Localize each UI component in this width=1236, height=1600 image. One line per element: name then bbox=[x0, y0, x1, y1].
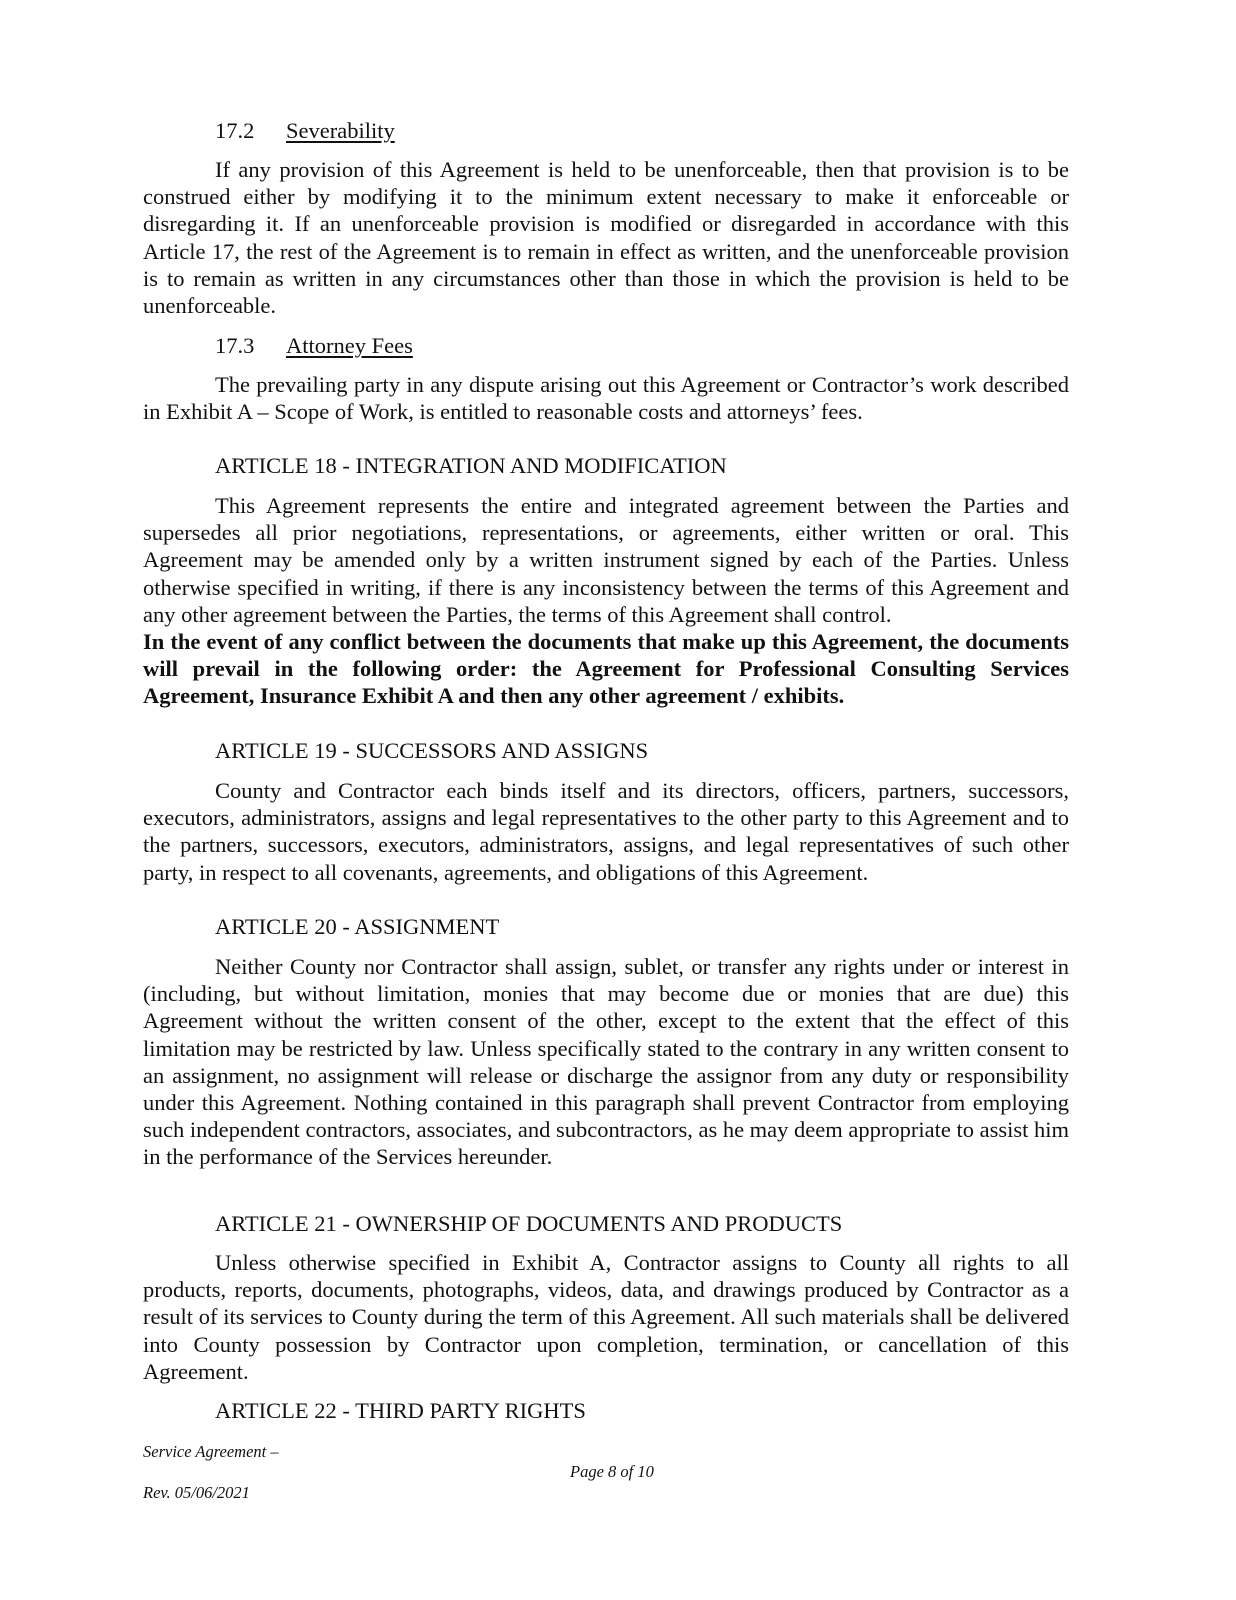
section-title: Severability bbox=[286, 118, 395, 143]
paragraph-text: The prevailing party in any dispute arising out this Agreement or Contractor’s work described in Exhibit A – Scope of Work, is entitled to reasonable costs and attorneys’ fees. bbox=[143, 372, 1069, 425]
footer-page-number: Page 8 of 10 bbox=[570, 1462, 654, 1481]
paragraph-text: This Agreement represents the entire and integrated agreement between the Parties and supersedes all prior negotiations, representations, or agreements, either written or oral. This Agreement may be amended only by a written instrument signed by each of the Parties. Unless otherwise specified in writing, if there is any inconsistency between the terms of this Agreement and any other agreement between the Parties, the terms of this Agreement shall control. bbox=[143, 493, 1069, 627]
paragraph-text: If any provision of this Agreement is held to be unenforceable, then that provision is to be construed either by modifying it to the minimum extent necessary to make it enforceable or disregarding it. If an unenforceable provision is modified or disregarded in accordance with this Article 17, the rest of the Agreement is to remain in effect as written, and the unenforceable provision is to remain as written in any circumstances other than those in which the provision is held to be unenforceable. bbox=[143, 157, 1069, 319]
article-19-heading: ARTICLE 19 - SUCCESSORS AND ASSIGNS bbox=[215, 738, 649, 763]
paragraph-text: Unless otherwise specified in Exhibit A, Contractor assigns to County all rights to all products, reports, documents, photographs, videos, data, and drawings produced by Contractor as a result of its services to County during the term of this Agreement. All such materials shall be delivered into County possession by Contractor upon completion, termination, or cancellation of this Agreement. bbox=[143, 1250, 1069, 1384]
article-21-heading: ARTICLE 21 - OWNERSHIP OF DOCUMENTS AND PRODUCTS bbox=[215, 1211, 843, 1236]
paragraph-assignment bbox=[143, 953, 1069, 1171]
section-heading-17-2 bbox=[215, 117, 395, 144]
section-heading-17-3 bbox=[215, 332, 413, 359]
paragraph-successors bbox=[143, 777, 1069, 886]
section-number: 17.3 bbox=[215, 333, 255, 358]
article-22-heading: ARTICLE 22 - THIRD PARTY RIGHTS bbox=[215, 1398, 586, 1423]
paragraph-text: Neither County nor Contractor shall assign, sublet, or transfer any rights under or interest in (including, but without limitation, monies that may become due or monies that are due) this Agreement without the written consent of the other, except to the extent that the effect of this limitation may be restricted by law. Unless specifically stated to the contrary in any written consent to an assignment, no assignment will release or discharge the assignor from any duty or responsibility under this Agreement. Nothing contained in this paragraph shall prevent Contractor from employing such independent contractors, associates, and subcontractors, as he may deem appropriate to assist him in the performance of the Services hereunder. bbox=[143, 954, 1069, 1170]
section-number: 17.2 bbox=[215, 118, 255, 143]
section-title: Attorney Fees bbox=[286, 333, 413, 358]
paragraph-integration bbox=[143, 492, 1069, 710]
footer-document-name: Service Agreement – bbox=[143, 1442, 279, 1461]
paragraph-text: County and Contractor each binds itself and its directors, officers, partners, successors, executors, administrators, assigns and legal representatives to the other party to this Agreement and to the partners, successors, executors, administrators, assigns, and legal representatives of such other party, in respect to all covenants, agreements, and obligations of this Agreement. bbox=[143, 778, 1069, 885]
article-20-heading: ARTICLE 20 - ASSIGNMENT bbox=[215, 914, 500, 939]
article-18-heading: ARTICLE 18 - INTEGRATION AND MODIFICATION bbox=[215, 453, 727, 478]
paragraph-attorney-fees bbox=[143, 371, 1069, 425]
paragraph-severability bbox=[143, 156, 1069, 319]
paragraph-bold-text: In the event of any conflict between the documents that make up this Agreement, the documents will prevail in the following order: the Agreement for Professional Consulting Services Agreement, Insurance Exhibit A and then any other agreement / exhibits. bbox=[143, 629, 1069, 709]
paragraph-ownership bbox=[143, 1249, 1069, 1385]
footer-revision: Rev. 05/06/2021 bbox=[143, 1483, 250, 1502]
